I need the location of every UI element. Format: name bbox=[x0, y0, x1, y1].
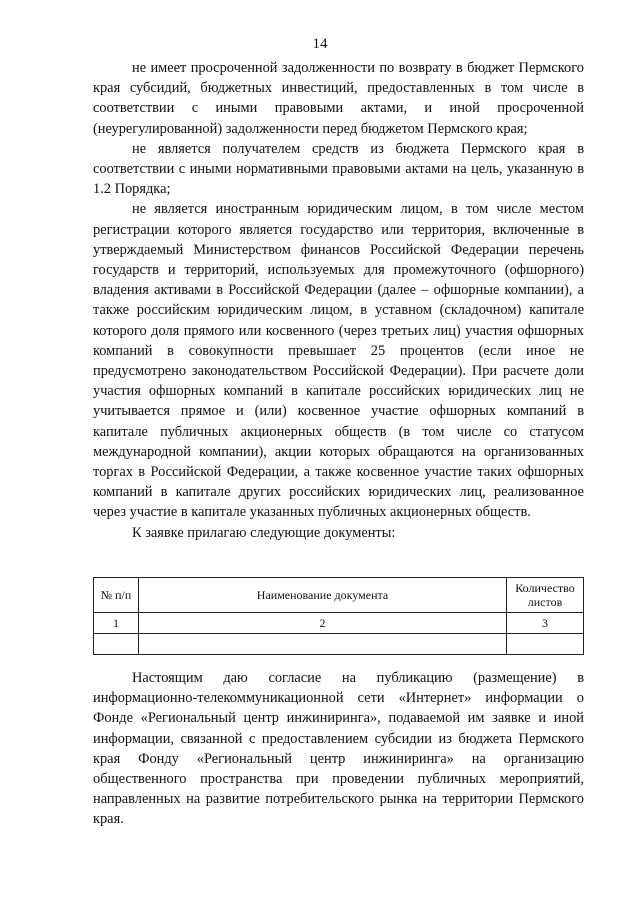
paragraph-not-recipient: не является получателем средств из бюджета Пермского края в соответствии с иными нормативными правовыми актами на цель, указанную в 1.2 Порядка; bbox=[93, 140, 584, 198]
table-cell bbox=[507, 634, 584, 655]
documents-table bbox=[93, 577, 584, 655]
page-number: 14 bbox=[312, 36, 328, 52]
header-document-name: Наименование документа bbox=[139, 578, 507, 613]
table-cell bbox=[94, 634, 139, 655]
table-cell: 2 bbox=[139, 613, 507, 634]
table-cell: 3 bbox=[507, 613, 584, 634]
header-number: № п/п bbox=[94, 578, 139, 613]
table-empty-row bbox=[94, 634, 584, 655]
table-cell: 1 bbox=[94, 613, 139, 634]
table-cell bbox=[139, 634, 507, 655]
header-sheet-count: Количество листов bbox=[507, 578, 584, 613]
paragraph-not-foreign-entity: не является иностранным юридическим лицом, в том числе местом регистрации которого является государство или территория, включенные в утверждаемый Министерством финансов Российской Федерации перечень государств и территорий, используемых для промежуточного (офшорного) владения активами в Российской Федерации (далее – офшорные компании), а также российским юридическим лицом, в уставном (складочном) капитале которого доля прямого или косвенного (через третьих лиц) участия офшорных компаний в совокупности превышает 25 процентов (если иное не предусмотрено законодательством Российской Федерации). При расчете доли участия офшорных компаний в капитале российских юридических лиц не учитывается прямое и (или) косвенное участие офшорных компаний в капитале публичных акционерных обществ (в том числе со статусом международной компании), акции которых обращаются на организованных торгах в Российской Федерации, а также косвенное участие таких офшорных компаний в капитале других российских юридических лиц, реализованное через участие в капитале указанных публичных акционерных обществ. bbox=[93, 201, 584, 521]
table-index-row bbox=[94, 613, 584, 634]
table-header-row bbox=[94, 578, 584, 613]
consent-block bbox=[93, 668, 584, 830]
paragraph-attachments-intro: К заявке прилагаю следующие документы: bbox=[132, 524, 396, 541]
document-body bbox=[93, 58, 584, 543]
paragraph-consent: Настоящим даю согласие на публикацию (размещение) в информационно-телекоммуникационной сети «Интернет» информации о Фонде «Региональный центр инжиниринга», подаваемой им заявке и иной информации, связанной с предоставлением субсидии из бюджета Пермского края Фонду «Региональный центр инжиниринга» на организацию общественного пространства при проведении публичных мероприятий, направленных на развитие потребительского рынка на территории Пермского края. bbox=[93, 670, 584, 828]
paragraph-no-debt: не имеет просроченной задолженности по возврату в бюджет Пермского края субсидий, бюджетных инвестиций, предоставленных в том числе в соответствии с иными правовыми актами, и иной просроченной (неурегулированной) задолженности перед бюджетом Пермского края; bbox=[93, 60, 584, 137]
